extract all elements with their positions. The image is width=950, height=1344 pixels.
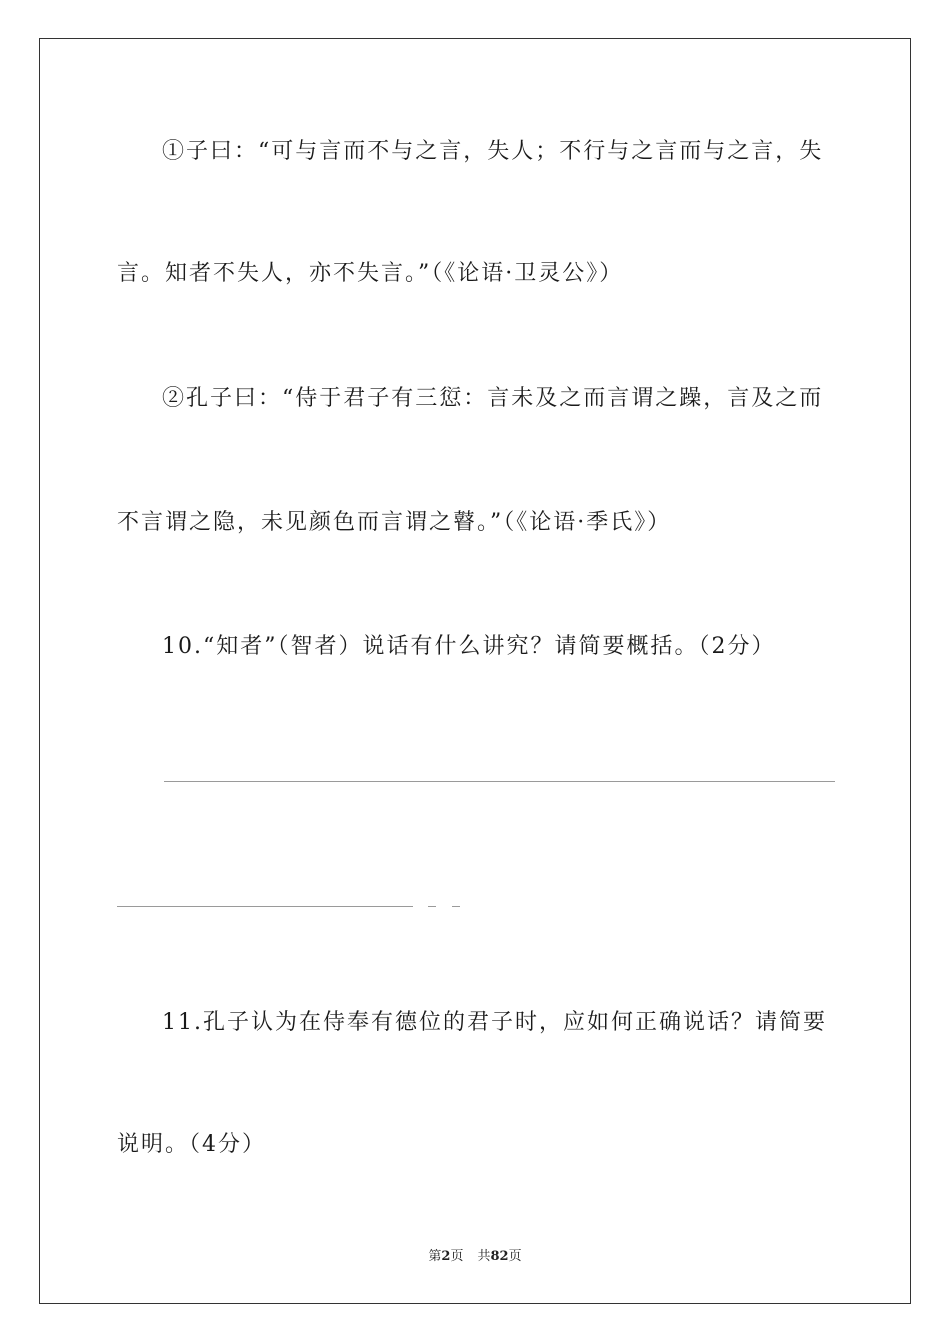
footer-page-number: 2 [441, 1249, 451, 1264]
answer-line-1[interactable] [164, 781, 835, 782]
footer-total-pages: 82 [490, 1249, 509, 1264]
passage-1-line-1: ①子曰：“可与言而不与之言，失人；不行与之言而与之言，失 [162, 139, 824, 164]
question-11-line-2: 说明。（4分） [117, 1132, 266, 1157]
question-10: 10.“知者”（智者）说话有什么讲究？请简要概括。（2分） [162, 634, 776, 659]
answer-dash-1 [428, 906, 436, 907]
passage-1-line-2: 言。知者不失人，亦不失言。”（《论语·卫灵公》） [117, 261, 624, 286]
passage-2-line-2: 不言谓之隐，未见颜色而言谓之瞽。”（《论语·季氏》） [117, 510, 672, 535]
footer-total-suffix: 页 [508, 1249, 522, 1264]
answer-dash-2 [452, 906, 460, 907]
footer-total-prefix: 共 [477, 1249, 491, 1264]
footer-prefix: 第 [428, 1249, 442, 1264]
footer-page-suffix: 页 [450, 1249, 464, 1264]
answer-line-2[interactable] [117, 906, 413, 907]
page-frame [39, 38, 911, 1304]
passage-2-line-1: ②孔子曰：“侍于君子有三愆：言未及之而言谓之躁，言及之而 [162, 386, 824, 411]
question-11-line-1: 11.孔子认为在侍奉有德位的君子时，应如何正确说话？请简要 [162, 1010, 827, 1035]
page-footer [0, 1248, 950, 1266]
